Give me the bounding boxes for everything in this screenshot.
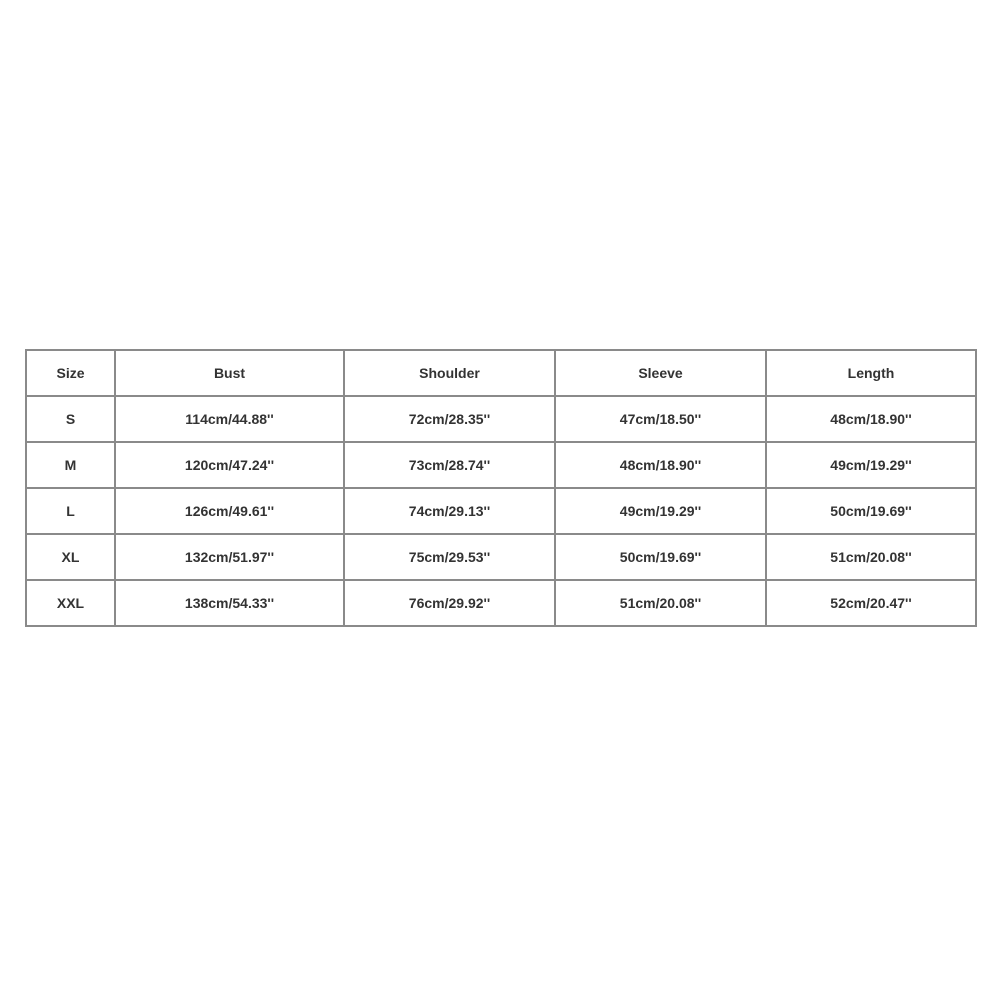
table-row (26, 396, 976, 442)
table-row (26, 442, 976, 488)
cell-sleeve: 50cm/19.69'' (555, 534, 766, 580)
header-sleeve: Sleeve (555, 350, 766, 396)
size-chart-table (25, 349, 977, 627)
table-header-row (26, 350, 976, 396)
cell-bust: 120cm/47.24'' (115, 442, 344, 488)
cell-bust: 114cm/44.88'' (115, 396, 344, 442)
cell-size: S (26, 396, 115, 442)
cell-shoulder: 75cm/29.53'' (344, 534, 555, 580)
cell-sleeve: 47cm/18.50'' (555, 396, 766, 442)
table-row (26, 580, 976, 626)
cell-size: M (26, 442, 115, 488)
table-row (26, 534, 976, 580)
cell-shoulder: 72cm/28.35'' (344, 396, 555, 442)
cell-length: 52cm/20.47'' (766, 580, 976, 626)
cell-size: L (26, 488, 115, 534)
cell-length: 49cm/19.29'' (766, 442, 976, 488)
cell-size: XXL (26, 580, 115, 626)
cell-sleeve: 48cm/18.90'' (555, 442, 766, 488)
cell-length: 48cm/18.90'' (766, 396, 976, 442)
cell-bust: 126cm/49.61'' (115, 488, 344, 534)
cell-bust: 132cm/51.97'' (115, 534, 344, 580)
cell-shoulder: 74cm/29.13'' (344, 488, 555, 534)
header-length: Length (766, 350, 976, 396)
cell-bust: 138cm/54.33'' (115, 580, 344, 626)
table-row (26, 488, 976, 534)
header-size: Size (26, 350, 115, 396)
header-shoulder: Shoulder (344, 350, 555, 396)
cell-shoulder: 73cm/28.74'' (344, 442, 555, 488)
cell-sleeve: 49cm/19.29'' (555, 488, 766, 534)
cell-length: 51cm/20.08'' (766, 534, 976, 580)
cell-sleeve: 51cm/20.08'' (555, 580, 766, 626)
cell-size: XL (26, 534, 115, 580)
header-bust: Bust (115, 350, 344, 396)
cell-length: 50cm/19.69'' (766, 488, 976, 534)
cell-shoulder: 76cm/29.92'' (344, 580, 555, 626)
